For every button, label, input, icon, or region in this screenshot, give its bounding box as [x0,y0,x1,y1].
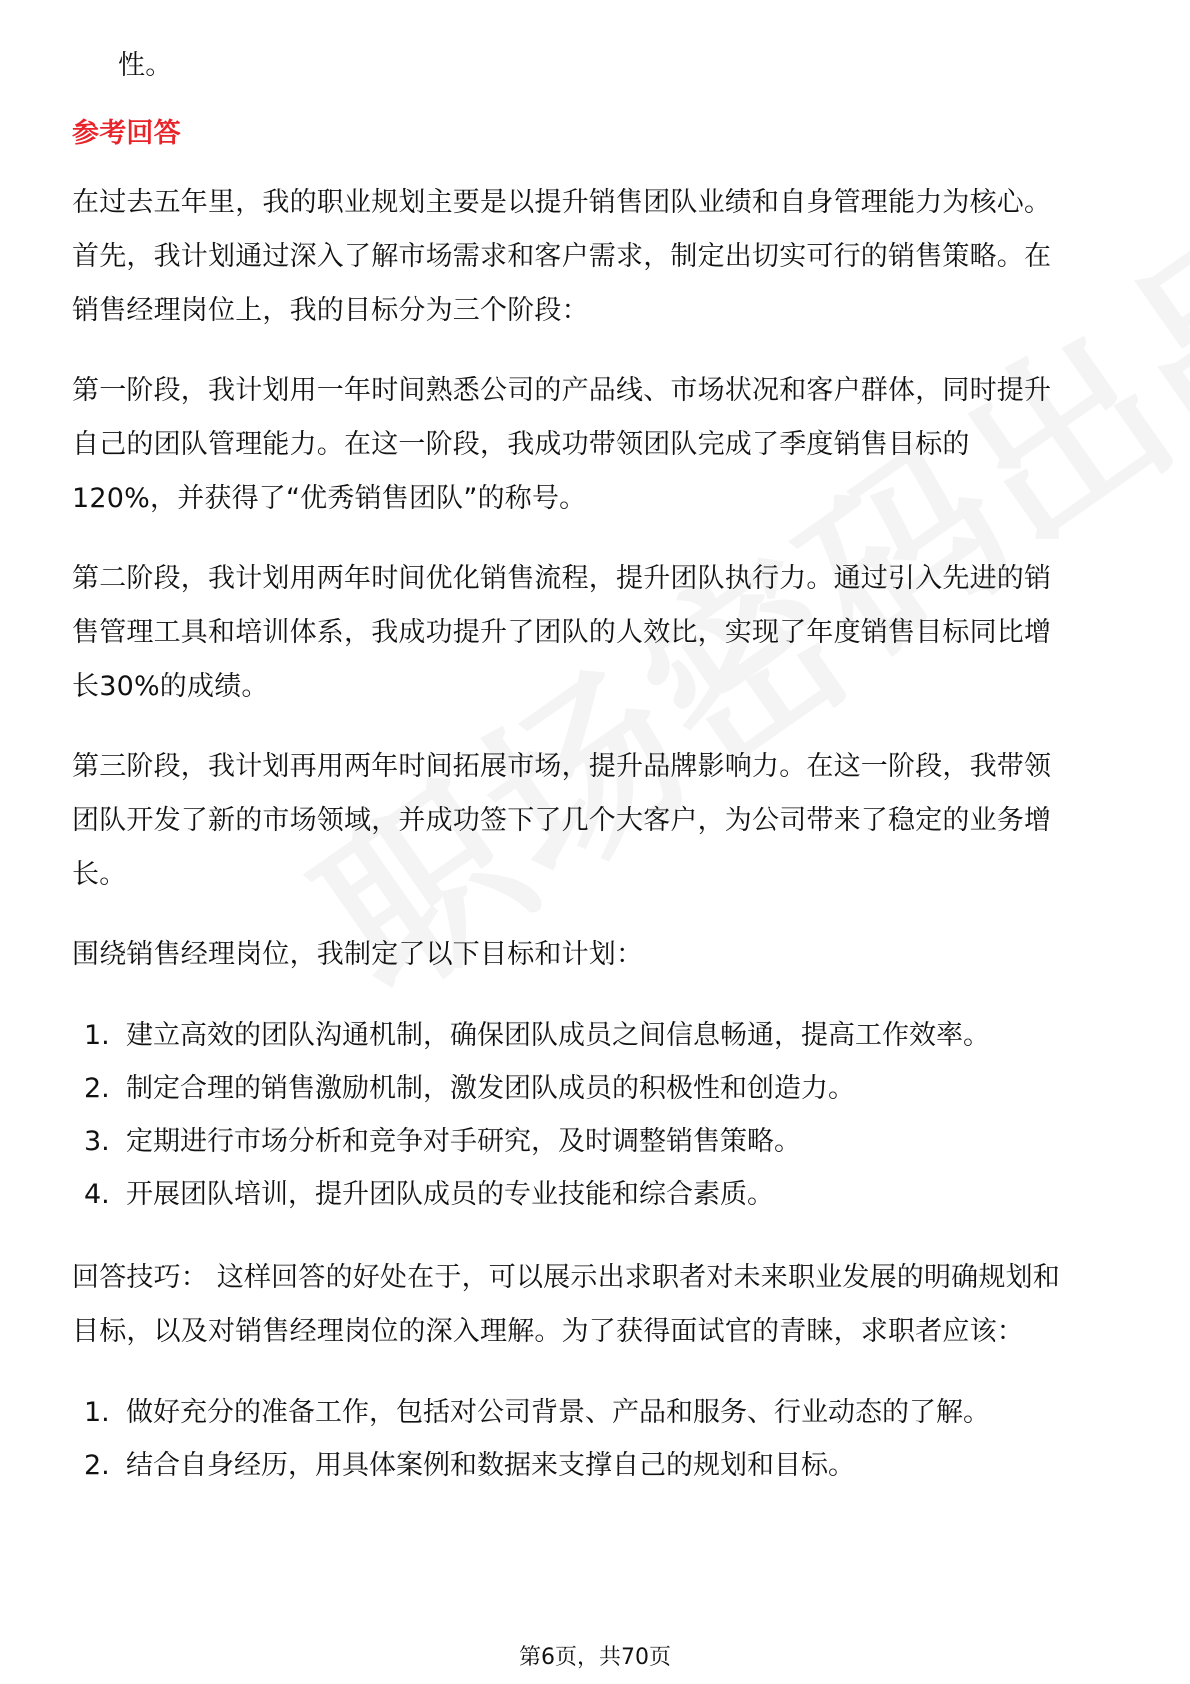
paragraph-line: 长。 [72,859,127,890]
list-item-number: 2. [84,1450,110,1481]
list-item-number: 1. [84,1020,110,1051]
section-heading: 参考回答 [72,118,181,149]
paragraph-line: 目标，以及对销售经理岗位的深入理解。为了获得面试官的青睐，求职者应该： [72,1316,1024,1347]
list-item: 定期进行市场分析和竞争对手研究，及时调整销售策略。 [126,1126,801,1157]
paragraph-line: 120%，并获得了“优秀销售团队”的称号。 [72,483,587,514]
paragraph-line: 长30%的成绩。 [72,671,269,702]
previous-paragraph-tail: 性。 [118,50,173,81]
paragraph-line: 围绕销售经理岗位，我制定了以下目标和计划： [72,939,644,970]
paragraph-line: 回答技巧： 这样回答的好处在于，可以展示出求职者对未来职业发展的明确规划和 [72,1262,1060,1293]
paragraph-line: 团队开发了新的市场领域，并成功签下了几个大客户，为公司带来了稳定的业务增 [72,805,1052,836]
paragraph-line: 在过去五年里，我的职业规划主要是以提升销售团队业绩和自身管理能力为核心。 [72,187,1052,218]
paragraph-line: 销售经理岗位上，我的目标分为三个阶段： [72,295,589,326]
list-item-number: 1. [84,1397,110,1428]
paragraph-line: 售管理工具和培训体系，我成功提升了团队的人效比，实现了年度销售目标同比增 [72,617,1052,648]
list-item: 做好充分的准备工作，包括对公司背景、产品和服务、行业动态的了解。 [126,1397,990,1428]
list-item: 制定合理的销售激励机制，激发团队成员的积极性和创造力。 [126,1073,855,1104]
page-number-footer: 第6页，共70页 [519,1645,671,1670]
list-item-number: 3. [84,1126,110,1157]
list-item: 开展团队培训，提升团队成员的专业技能和综合素质。 [126,1179,774,1210]
paragraph-line: 第一阶段，我计划用一年时间熟悉公司的产品线、市场状况和客户群体，同时提升 [72,375,1052,406]
list-item-number: 2. [84,1073,110,1104]
list-item-number: 4. [84,1179,110,1210]
paragraph-line: 首先，我计划通过深入了解市场需求和客户需求，制定出切实可行的销售策略。在 [72,241,1052,272]
paragraph-line: 第二阶段，我计划用两年时间优化销售流程，提升团队执行力。通过引入先进的销 [72,563,1052,594]
paragraph-line: 第三阶段，我计划再用两年时间拓展市场，提升品牌影响力。在这一阶段，我带领 [72,751,1052,782]
list-item: 结合自身经历，用具体案例和数据来支撑自己的规划和目标。 [126,1450,855,1481]
paragraph-line: 自己的团队管理能力。在这一阶段，我成功带领团队完成了季度销售目标的 [72,429,970,460]
list-item: 建立高效的团队沟通机制，确保团队成员之间信息畅通，提高工作效率。 [126,1020,990,1051]
